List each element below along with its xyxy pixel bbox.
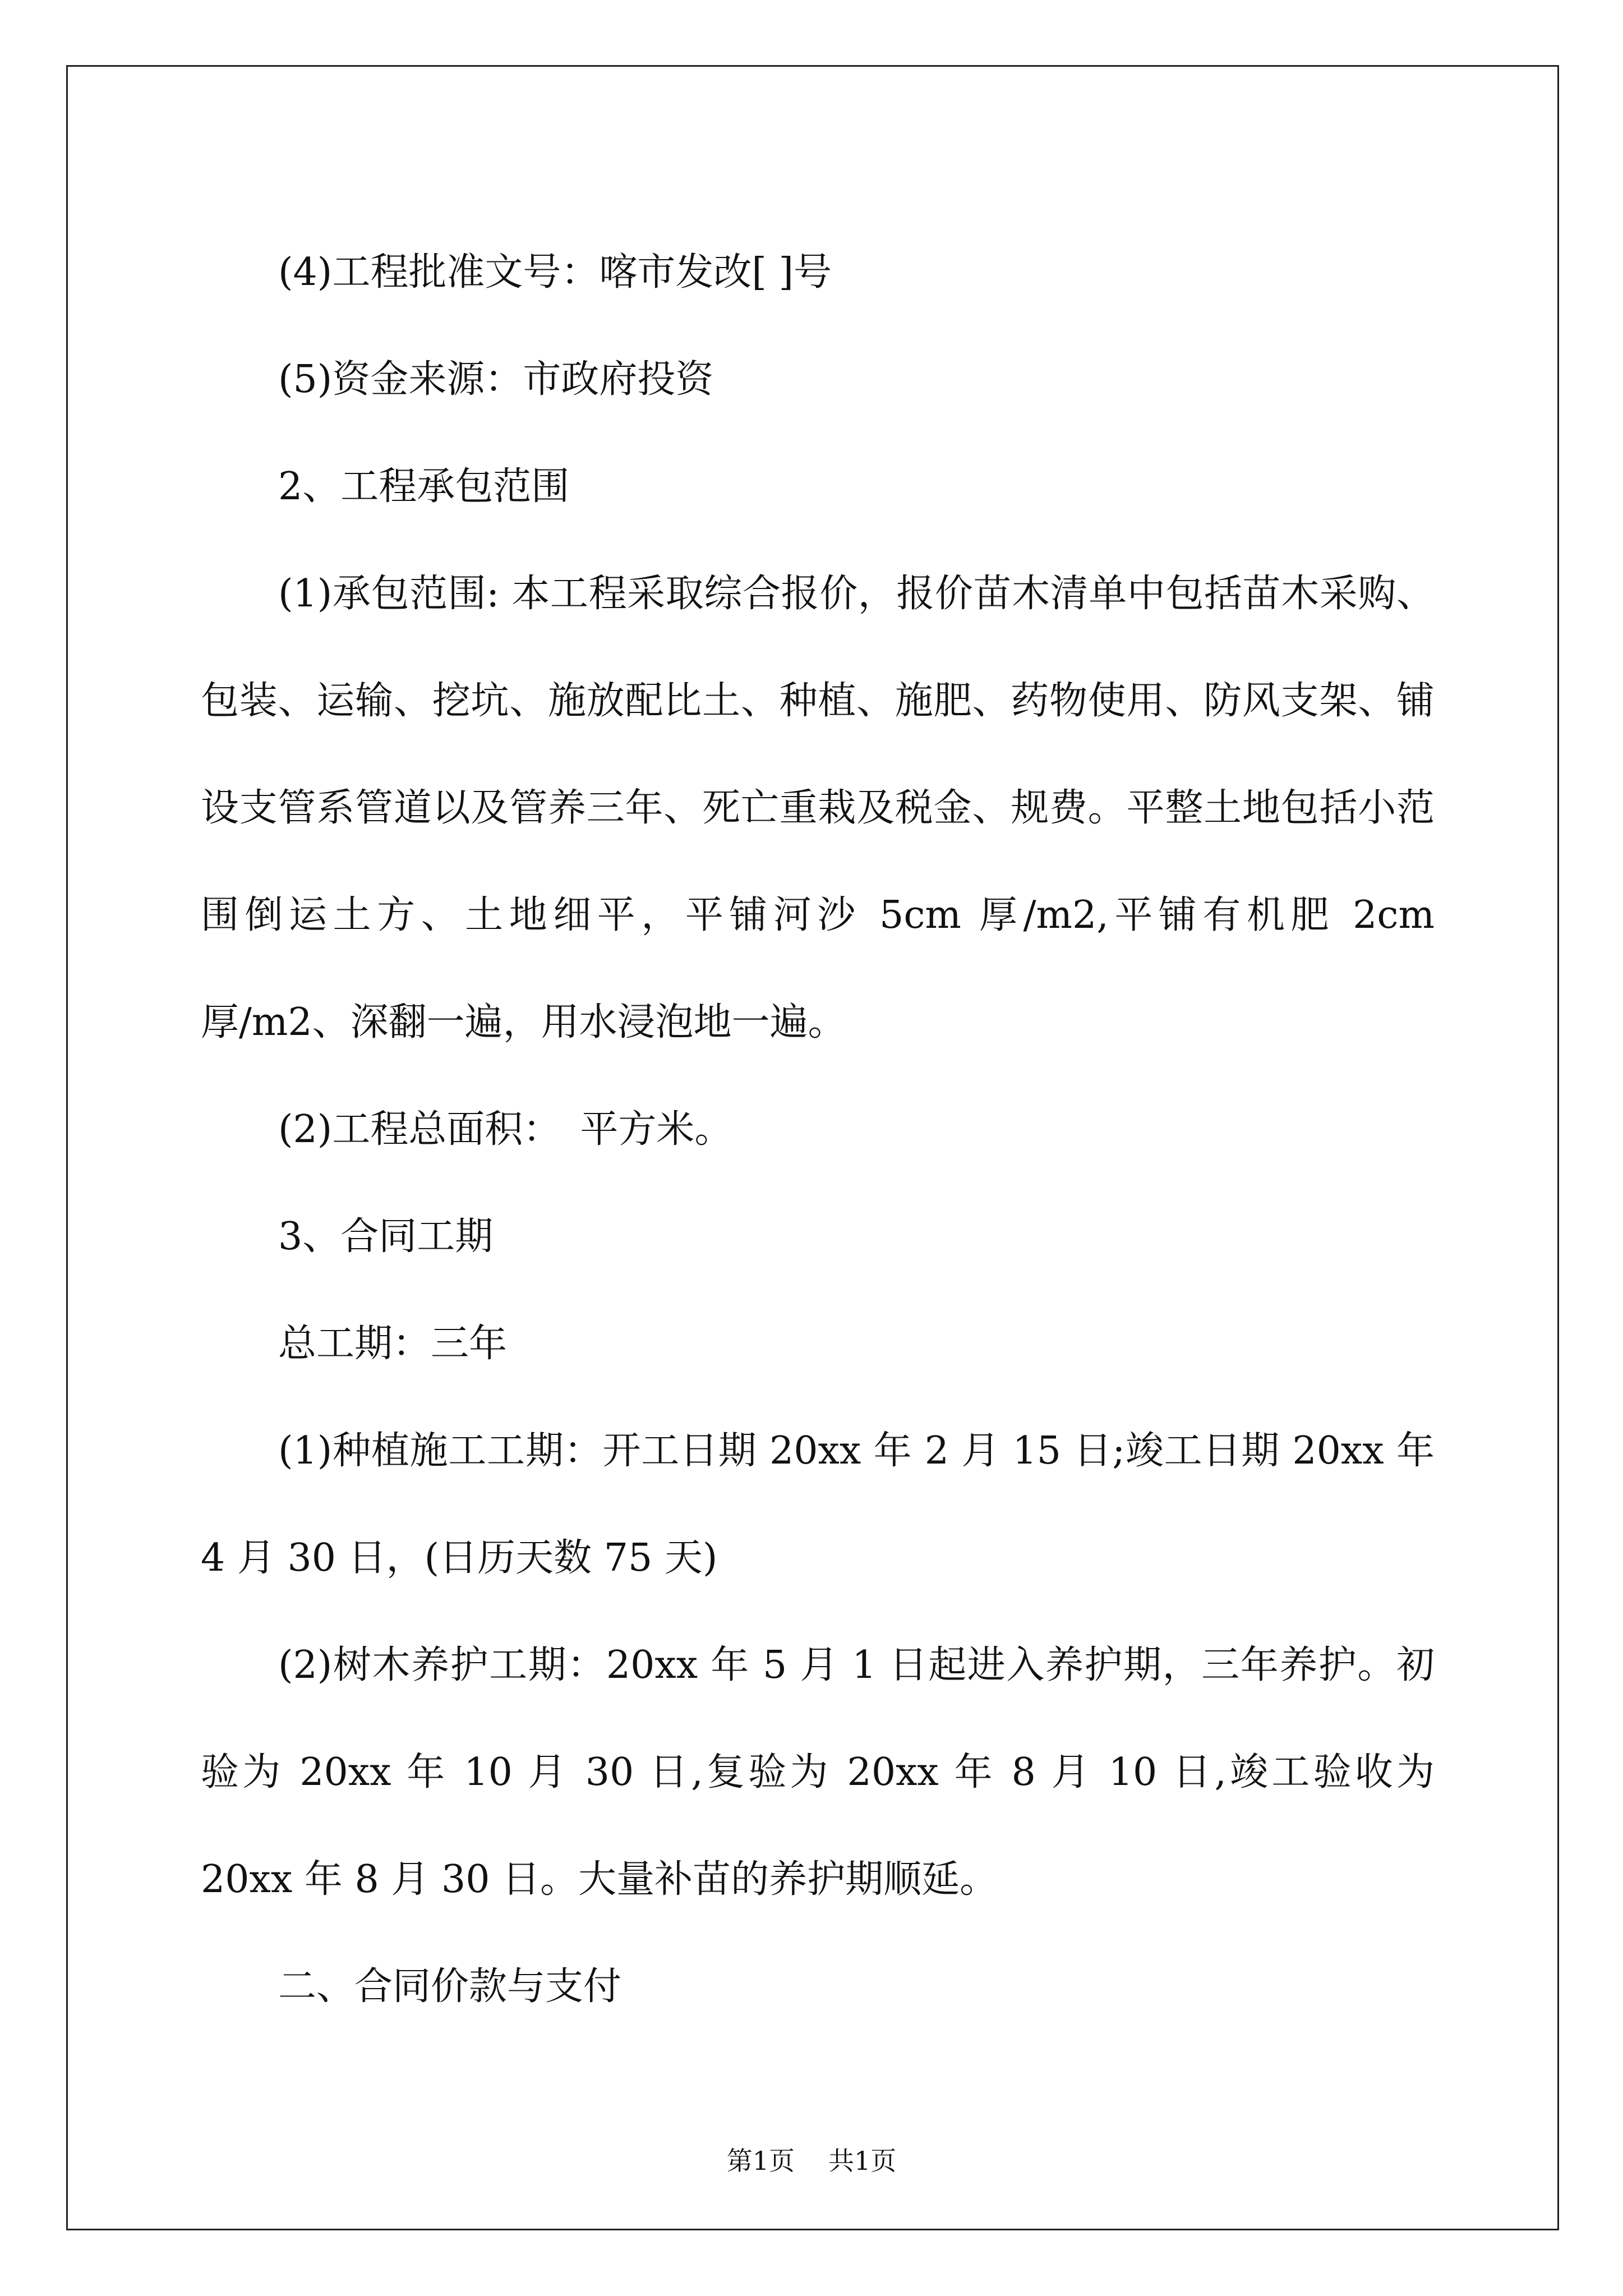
heading-contract-period: 3、合同工期: [278, 1214, 494, 1259]
paragraph-scope-detail: (1)承包范围: 本工程采取综合报价，报价苗木清单中包括苗木采购、包装、运输、挖坑、施放配比土、种植、施肥、药物使用、防风支架、铺设支管系管道以及管养三年、死亡重栽及税金、规费。平整土地包括小范围倒运土方、土地细平，平铺河沙 5cm 厚/m2,平铺有机肥 2cm 厚/m2、深翻一遍，用水浸泡地一遍。: [201, 572, 1435, 1045]
page-number-total: 共1页: [828, 2146, 897, 2176]
paragraph-approval-number: (4)工程批准文号：喀市发改[ ]号: [278, 250, 832, 295]
paragraph-total-period: 总工期：三年: [278, 1322, 508, 1366]
paragraph-total-area: (2)工程总面积： 平方米。: [278, 1107, 733, 1152]
paragraph-maintenance-period: (2)树木养护工期：20xx 年 5 月 1 日起进入养护期，三年养护。初验为 20xx 年 10 月 30 日,复验为 20xx 年 8 月 10 日,竣工验收为 20xx 年 8 月 30 日。大量补苗的养护期顺延。: [201, 1643, 1435, 1902]
page-number-current: 第1页: [726, 2146, 795, 2176]
paragraph-funding-source: (5)资金来源：市政府投资: [278, 357, 714, 402]
paragraph-planting-period: (1)种植施工工期：开工日期 20xx 年 2 月 15 日;竣工日期 20xx 年 4 月 30 日，(日历天数 75 天): [201, 1429, 1435, 1580]
heading-contract-scope: 2、工程承包范围: [278, 464, 570, 509]
heading-contract-price: 二、合同价款与支付: [278, 1964, 622, 2009]
page-footer: [0, 2144, 1623, 2178]
document-body: [201, 219, 1435, 2040]
